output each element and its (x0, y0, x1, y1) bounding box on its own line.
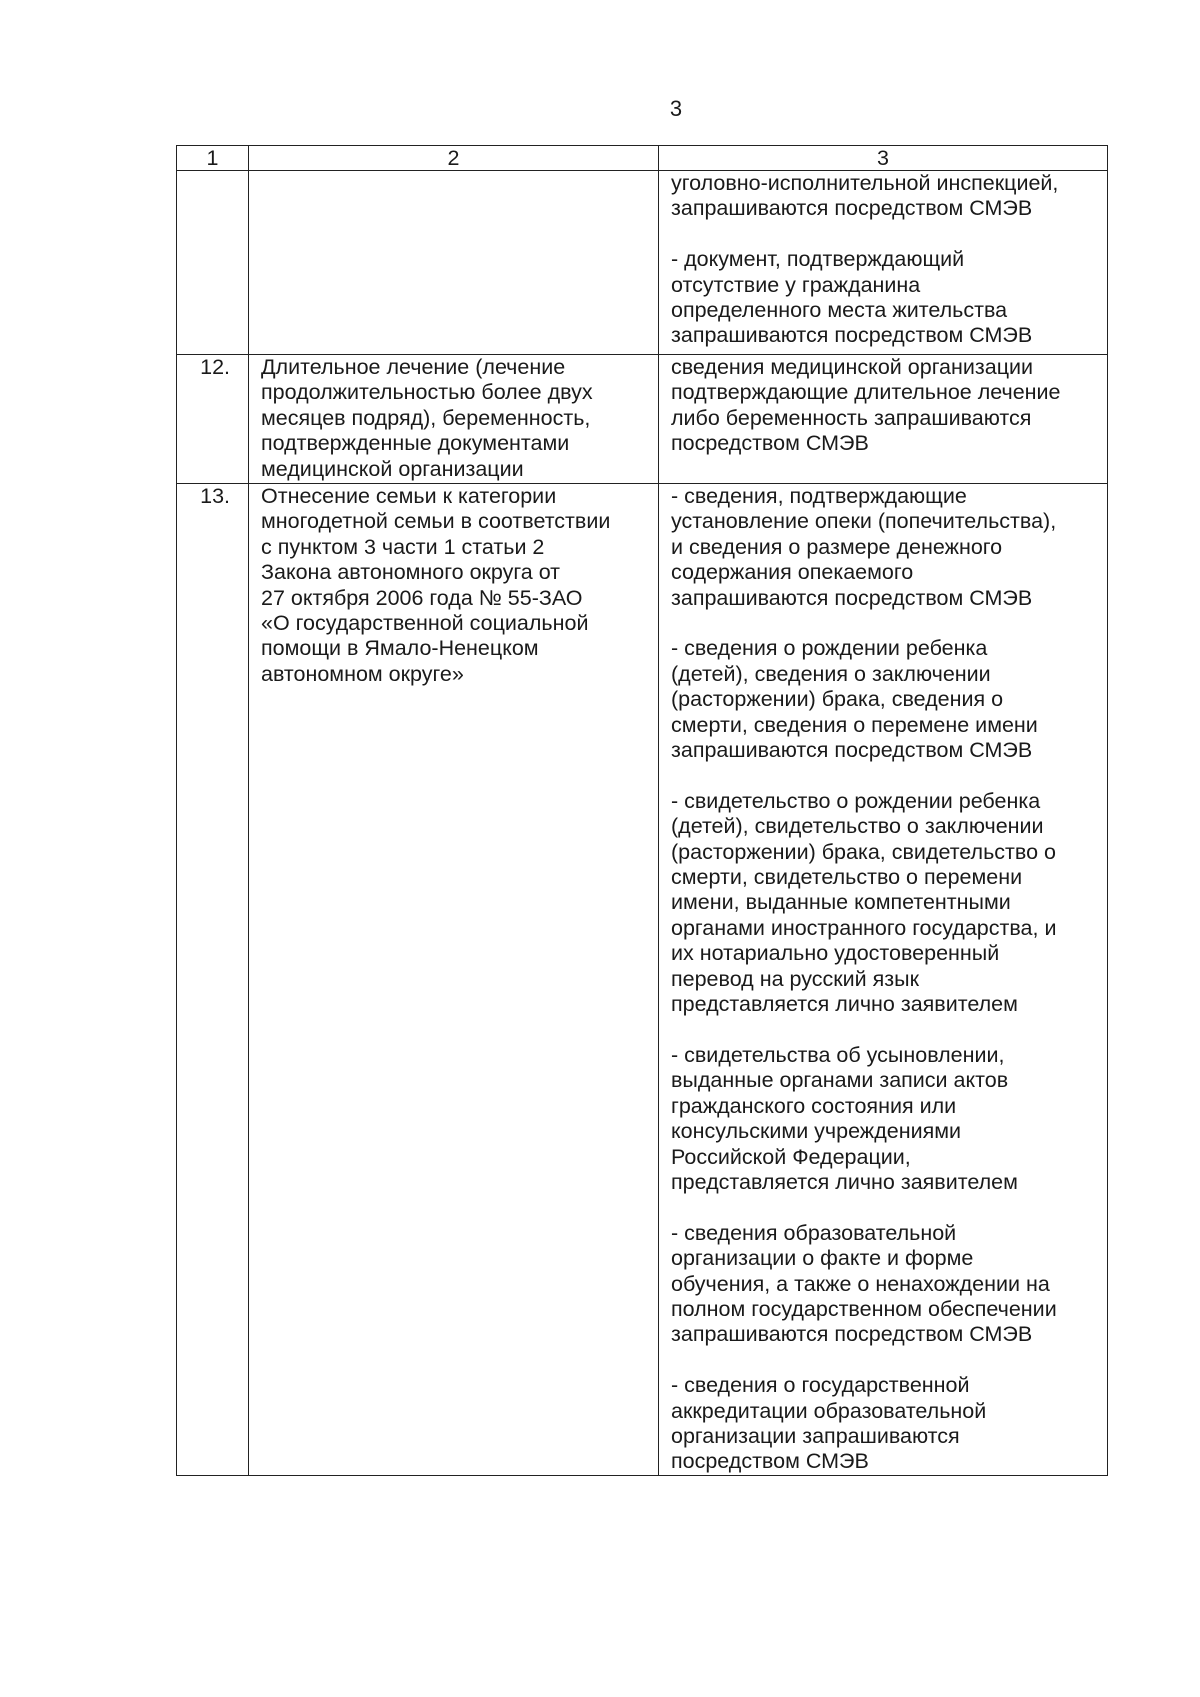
documents-cell (659, 171, 1108, 355)
table-row-13 (177, 484, 1108, 1476)
row-number (177, 171, 249, 355)
table-row-continuation (177, 171, 1108, 355)
documents-table (176, 145, 1108, 1476)
condition-text: Отнесение семьи к категории многодетной семьи в соответствии с пунктом 3 части 1 статьи 2 Закона автономного округа от 27 октября 2006 года № 55-ЗАО «О государственной социальной помощи в Ямало-Ненецком автономном округе» (261, 484, 611, 686)
condition-cell (249, 484, 659, 1476)
document-item: - сведения, подтверждающие установление опеки (попечительства), и сведения о размере денежного содержания опекаемого запрашиваются посредством СМЭВ (671, 484, 1057, 610)
header-col-1: 1 (177, 146, 249, 171)
page-number: 3 (669, 96, 683, 121)
row-number: 12. (177, 355, 249, 484)
document-item: сведения медицинской организации подтверждающие длительное лечение либо беременность запрашиваются посредством СМЭВ (671, 355, 1061, 456)
document-item: - сведения о рождении ребенка (детей), сведения о заключении (расторжении) брака, сведения о смерти, сведения о перемене имени запрашиваются посредством СМЭВ (671, 636, 1038, 763)
documents-cell (659, 355, 1108, 484)
document-item: - документ, подтверждающий отсутствие у гражданина определенного места жительства запрашиваются посредством СМЭВ (671, 247, 1033, 348)
document-item: - свидетельство о рождении ребенка (детей), свидетельство о заключении (расторжении) брака, свидетельство о смерти, свидетельство о перемени имени, выданные компетентными органами иностранного государства, и их нотариально удостоверенный перевод на русский язык представляется лично заявителем (671, 788, 1057, 1017)
table-header-row (177, 146, 1108, 171)
condition-cell (249, 355, 659, 484)
row-number: 13. (177, 484, 249, 1476)
header-col-2: 2 (249, 146, 659, 171)
documents-cell (659, 484, 1108, 1476)
document-item: - сведения о государственной аккредитации образовательной организации запрашиваются посредством СМЭВ (671, 1373, 987, 1474)
document-item: - свидетельства об усыновлении, выданные органами записи актов гражданского состояния или консульскими учреждениями Российской Федерации, представляется лично заявителем (671, 1042, 1018, 1194)
header-col-3: 3 (659, 146, 1108, 171)
condition-cell (249, 171, 659, 355)
document-item: - сведения образовательной организации о факте и форме обучения, а также о ненахождении на полном государственном обеспечении запрашиваются посредством СМЭВ (671, 1220, 1057, 1347)
table-row-12 (177, 355, 1108, 484)
condition-text: Длительное лечение (лечение продолжительностью более двух месяцев подряд), беременность, подтвержденные документами медицинской организации (261, 355, 593, 481)
document-item: уголовно-исполнительной инспекцией, запрашиваются посредством СМЭВ (671, 171, 1059, 221)
